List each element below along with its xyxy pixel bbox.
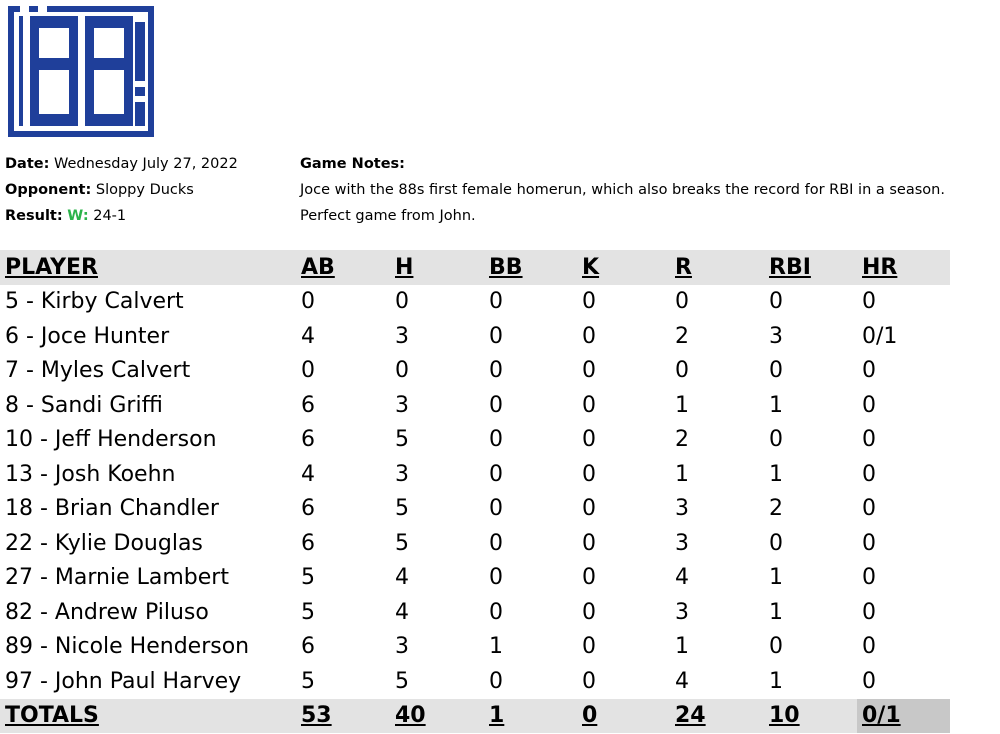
cell-r: 3 (675, 496, 689, 522)
cell-bb: 0 (489, 323, 503, 349)
table-row (0, 595, 950, 630)
game-notes (300, 151, 945, 229)
cell-k: 0 (582, 358, 596, 384)
cell-k: 0 (582, 565, 596, 591)
total-r: 24 (675, 703, 706, 729)
cell-rbi: 0 (769, 530, 783, 556)
cell-bb: 0 (489, 392, 503, 418)
cell-ab: 5 (301, 565, 315, 591)
result-score: 24-1 (93, 208, 127, 224)
cell-h: 5 (395, 668, 409, 694)
cell-player: 18 - Brian Chandler (5, 496, 219, 522)
cell-k: 0 (582, 599, 596, 625)
cell-k: 0 (582, 427, 596, 453)
cell-r: 1 (675, 392, 689, 418)
column-header-r: R (675, 254, 692, 280)
cell-player: 27 - Marnie Lambert (5, 565, 229, 591)
total-hr: 0/1 (857, 699, 950, 734)
cell-r: 1 (675, 634, 689, 660)
opponent-value: Sloppy Ducks (95, 182, 194, 198)
cell-k: 0 (582, 496, 596, 522)
cell-hr: 0 (862, 289, 876, 315)
cell-k: 0 (582, 392, 596, 418)
cell-player: 6 - Joce Hunter (5, 323, 170, 349)
cell-h: 3 (395, 392, 409, 418)
table-row (0, 492, 950, 527)
cell-hr: 0 (862, 565, 876, 591)
cell-hr: 0 (862, 668, 876, 694)
cell-rbi: 0 (769, 289, 783, 315)
table-row (0, 423, 950, 458)
result-outcome: W: (67, 208, 89, 224)
cell-hr: 0 (862, 496, 876, 522)
cell-k: 0 (582, 668, 596, 694)
cell-hr: 0 (862, 599, 876, 625)
game-notes-label: Game Notes: (300, 156, 405, 172)
cell-rbi: 3 (769, 323, 783, 349)
cell-k: 0 (582, 530, 596, 556)
cell-h: 3 (395, 461, 409, 487)
cell-bb: 0 (489, 530, 503, 556)
cell-r: 0 (675, 358, 689, 384)
cell-player: 7 - Myles Calvert (5, 358, 191, 384)
cell-ab: 0 (301, 358, 315, 384)
cell-bb: 0 (489, 289, 503, 315)
team-logo (8, 6, 154, 137)
cell-hr: 0 (862, 392, 876, 418)
table-row (0, 561, 950, 596)
cell-rbi: 1 (769, 392, 783, 418)
cell-rbi: 1 (769, 599, 783, 625)
cell-ab: 5 (301, 668, 315, 694)
total-k: 0 (582, 703, 598, 729)
cell-bb: 0 (489, 668, 503, 694)
cell-rbi: 1 (769, 668, 783, 694)
cell-rbi: 1 (769, 565, 783, 591)
cell-player: 97 - John Paul Harvey (5, 668, 242, 694)
column-header-rbi: RBI (769, 254, 811, 280)
cell-rbi: 2 (769, 496, 783, 522)
table-row (0, 630, 950, 665)
total-h: 40 (395, 703, 426, 729)
cell-bb: 0 (489, 427, 503, 453)
cell-h: 3 (395, 634, 409, 660)
cell-ab: 6 (301, 392, 315, 418)
cell-ab: 5 (301, 599, 315, 625)
cell-h: 5 (395, 530, 409, 556)
cell-h: 3 (395, 323, 409, 349)
cell-player: 10 - Jeff Henderson (5, 427, 217, 453)
total-bb: 1 (489, 703, 505, 729)
cell-player: 5 - Kirby Calvert (5, 289, 184, 315)
game-notes-line: Joce with the 88s first female homerun, which also breaks the record for RBI in a season. (300, 182, 945, 198)
cell-k: 0 (582, 634, 596, 660)
cell-r: 4 (675, 668, 689, 694)
cell-player: 22 - Kylie Douglas (5, 530, 203, 556)
cell-bb: 0 (489, 358, 503, 384)
cell-r: 0 (675, 289, 689, 315)
column-header-hr: HR (862, 254, 898, 280)
table-row (0, 457, 950, 492)
cell-ab: 0 (301, 289, 315, 315)
date-label: Date: (5, 156, 50, 172)
table-row (0, 664, 950, 699)
cell-hr: 0 (862, 634, 876, 660)
cell-player: 8 - Sandi Griffi (5, 392, 163, 418)
cell-bb: 0 (489, 599, 503, 625)
cell-rbi: 0 (769, 427, 783, 453)
cell-ab: 6 (301, 496, 315, 522)
cell-h: 5 (395, 427, 409, 453)
cell-rbi: 0 (769, 358, 783, 384)
cell-h: 0 (395, 289, 409, 315)
opponent-line (5, 177, 238, 203)
game-notes-line: Perfect game from John. (300, 208, 476, 224)
result-line (5, 203, 238, 229)
cell-hr: 0 (862, 530, 876, 556)
date-line (5, 151, 238, 177)
cell-player: 82 - Andrew Piluso (5, 599, 209, 625)
cell-player: 13 - Josh Koehn (5, 461, 176, 487)
cell-hr: 0 (862, 461, 876, 487)
column-header-k: K (582, 254, 600, 280)
column-header-ab: AB (301, 254, 335, 280)
cell-h: 0 (395, 358, 409, 384)
table-row (0, 319, 950, 354)
player-stats-table (0, 250, 950, 733)
cell-r: 3 (675, 599, 689, 625)
result-label: Result: (5, 208, 63, 224)
game-info (5, 151, 238, 229)
cell-bb: 0 (489, 565, 503, 591)
cell-bb: 0 (489, 496, 503, 522)
cell-h: 4 (395, 599, 409, 625)
date-value: Wednesday July 27, 2022 (54, 156, 238, 172)
cell-rbi: 0 (769, 634, 783, 660)
table-body (0, 285, 950, 699)
cell-h: 5 (395, 496, 409, 522)
cell-h: 4 (395, 565, 409, 591)
cell-hr: 0 (862, 427, 876, 453)
total-player: TOTALS (5, 703, 99, 729)
cell-player: 89 - Nicole Henderson (5, 634, 250, 660)
cell-hr: 0 (862, 358, 876, 384)
cell-r: 3 (675, 530, 689, 556)
total-ab: 53 (301, 703, 332, 729)
cell-bb: 1 (489, 634, 503, 660)
totals-row (0, 699, 950, 734)
cell-ab: 6 (301, 427, 315, 453)
cell-ab: 6 (301, 634, 315, 660)
cell-hr: 0/1 (862, 323, 898, 349)
cell-k: 0 (582, 461, 596, 487)
total-rbi: 10 (769, 703, 800, 729)
table-row (0, 526, 950, 561)
cell-ab: 4 (301, 461, 315, 487)
cell-k: 0 (582, 289, 596, 315)
cell-r: 1 (675, 461, 689, 487)
opponent-label: Opponent: (5, 182, 92, 198)
table-header-row (0, 250, 950, 285)
cell-ab: 4 (301, 323, 315, 349)
cell-ab: 6 (301, 530, 315, 556)
column-header-bb: BB (489, 254, 523, 280)
table-row (0, 388, 950, 423)
cell-bb: 0 (489, 461, 503, 487)
column-header-player: PLAYER (5, 254, 98, 280)
cell-r: 2 (675, 427, 689, 453)
cell-k: 0 (582, 323, 596, 349)
cell-rbi: 1 (769, 461, 783, 487)
table-row (0, 354, 950, 389)
cell-r: 4 (675, 565, 689, 591)
column-header-h: H (395, 254, 414, 280)
table-row (0, 285, 950, 320)
cell-r: 2 (675, 323, 689, 349)
